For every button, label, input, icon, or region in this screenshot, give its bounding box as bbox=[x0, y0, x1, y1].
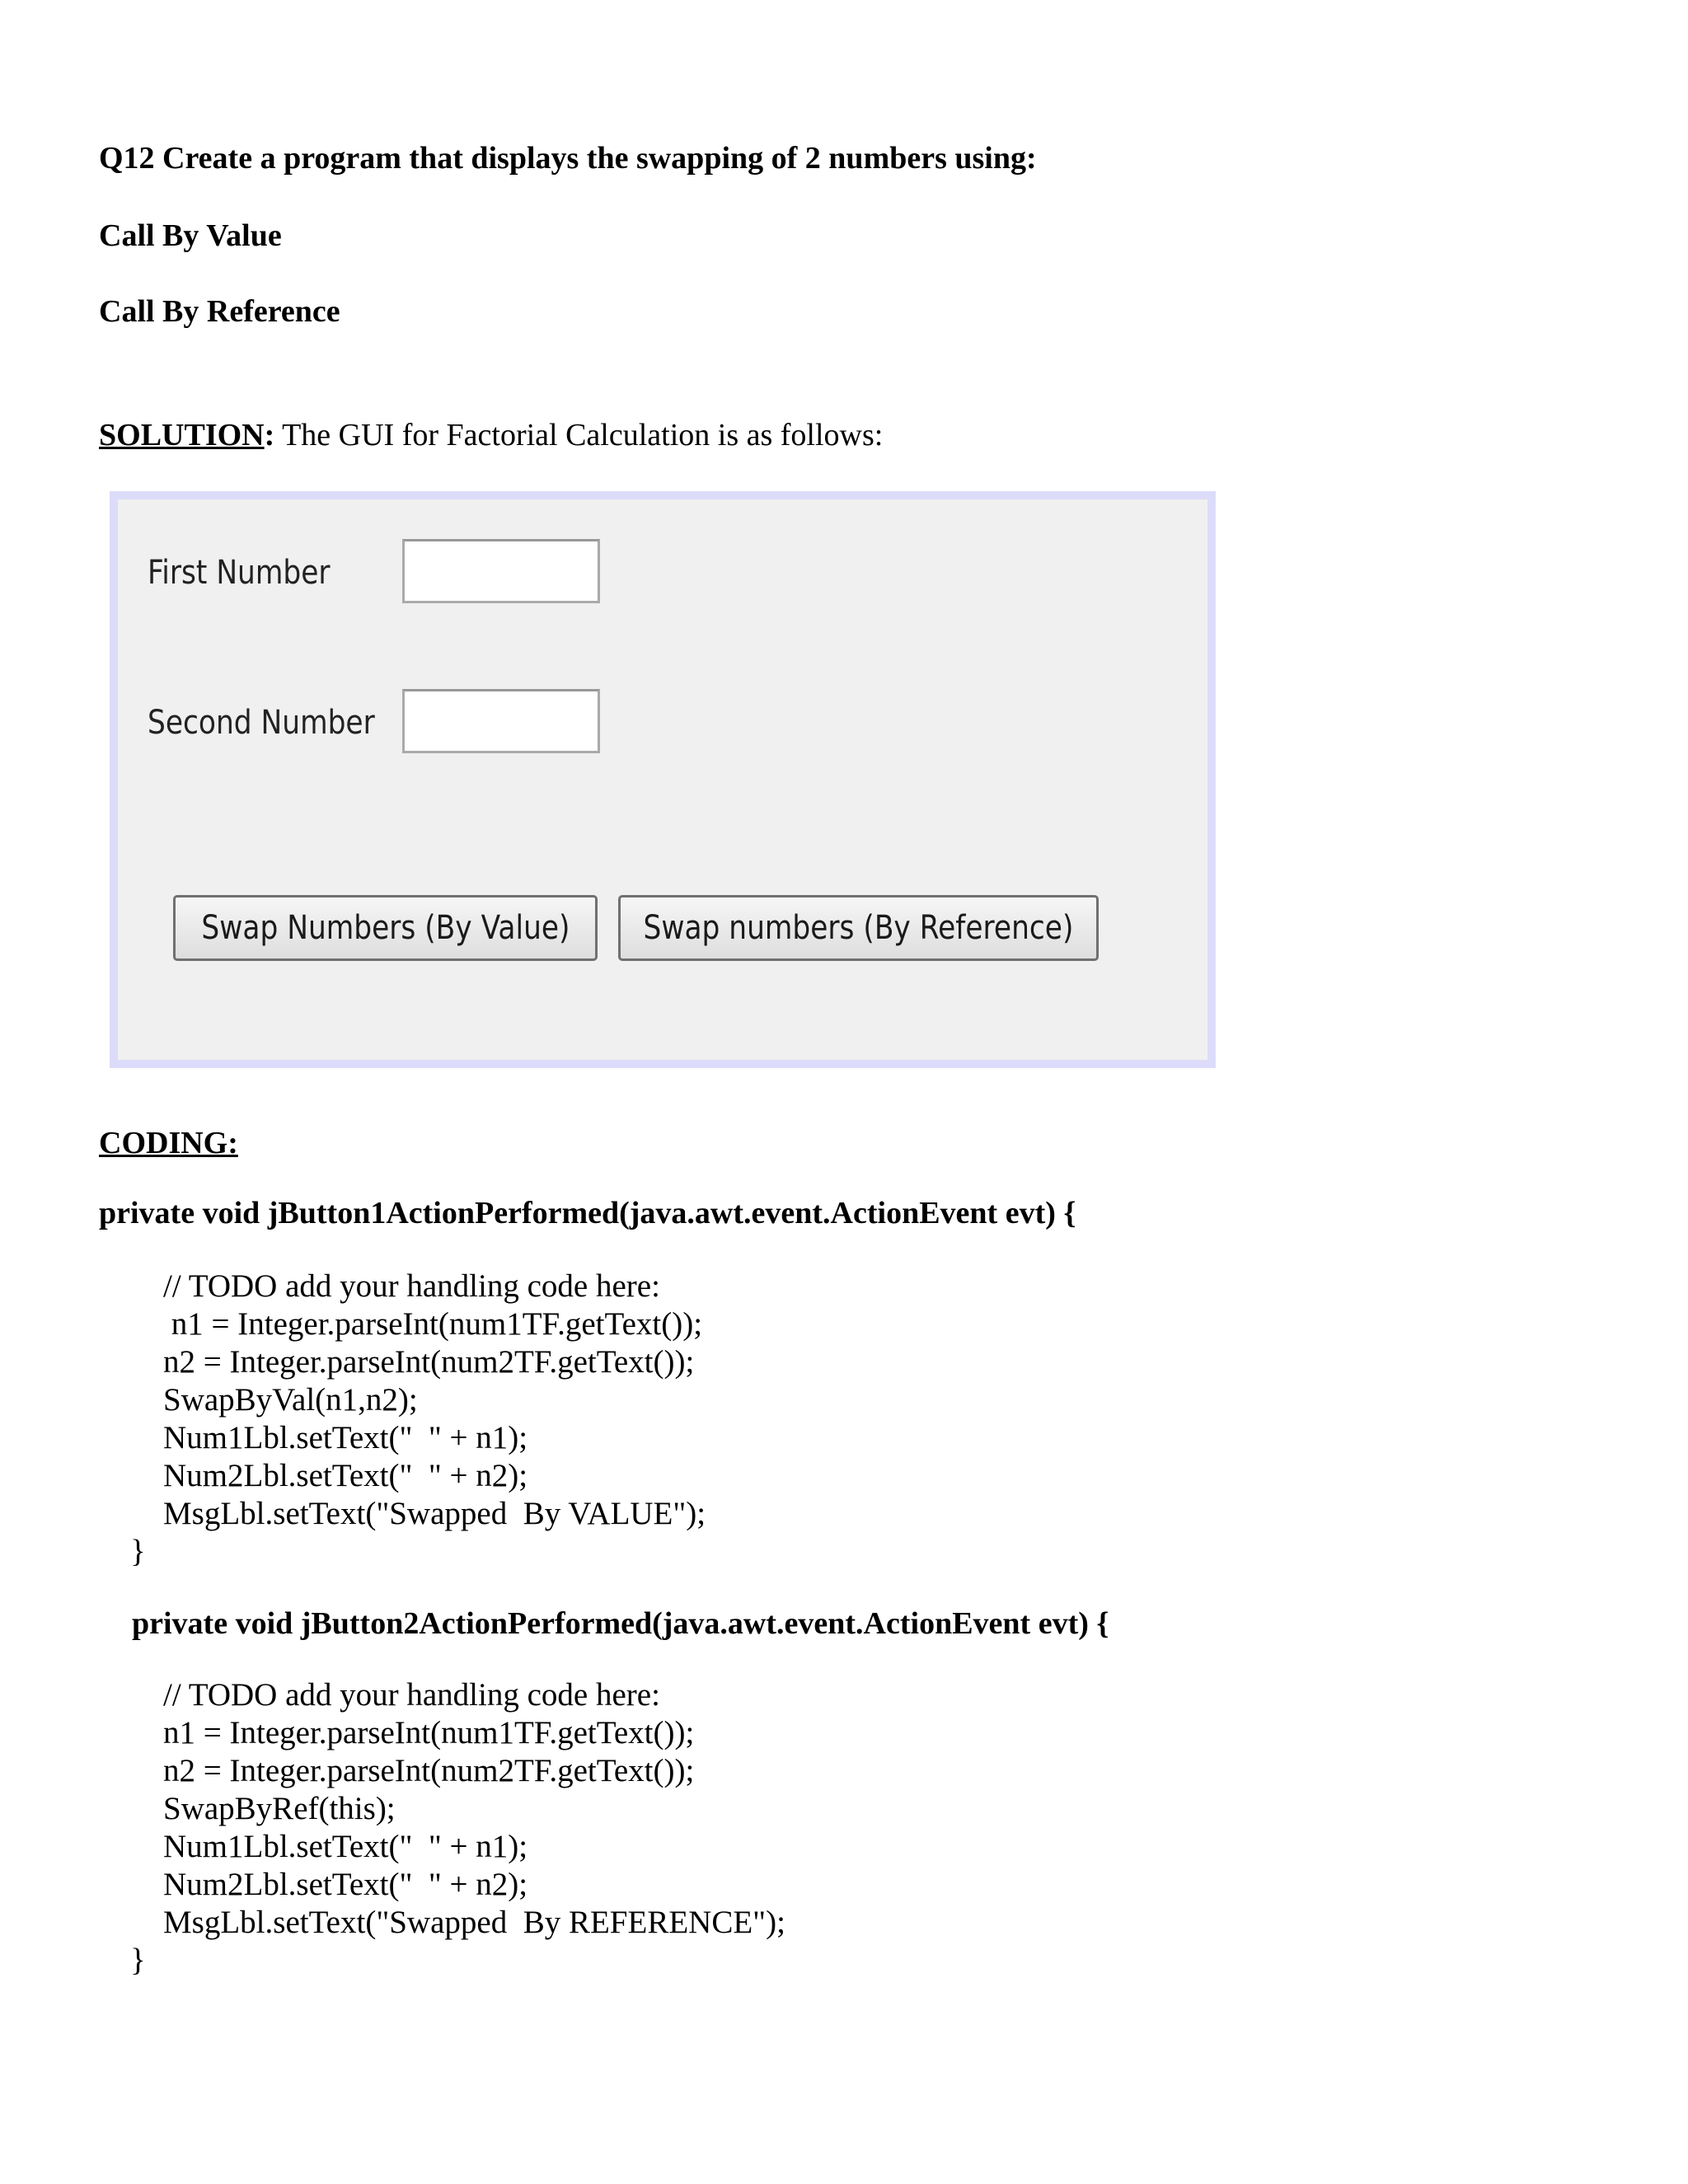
code-line: n1 = Integer.parseInt(num1TF.getText()); bbox=[163, 1306, 703, 1342]
method1-signature: private void jButton1ActionPerformed(java.awt.event.ActionEvent evt) { bbox=[99, 1196, 1076, 1230]
coding-heading: CODING: bbox=[99, 1126, 238, 1160]
code-line: MsgLbl.setText("Swapped By REFERENCE"); bbox=[163, 1905, 785, 1940]
swap-by-reference-button[interactable] bbox=[618, 895, 1099, 961]
gui-panel bbox=[118, 499, 1207, 1060]
second-number-field[interactable] bbox=[402, 689, 600, 753]
code-line: Num1Lbl.setText(" " + n1); bbox=[163, 1420, 528, 1455]
code-line: Num2Lbl.setText(" " + n2); bbox=[163, 1867, 528, 1902]
question-title: Q12 Create a program that displays the swapping of 2 numbers using: bbox=[99, 141, 1037, 176]
code-line: // TODO add your handling code here: bbox=[163, 1268, 660, 1304]
code-line: MsgLbl.setText("Swapped By VALUE"); bbox=[163, 1496, 706, 1531]
question-option-call-by-value: Call By Value bbox=[99, 218, 282, 253]
code-line: Num2Lbl.setText(" " + n2); bbox=[163, 1458, 528, 1493]
code-line: SwapByVal(n1,n2); bbox=[163, 1382, 418, 1418]
code-line: Num1Lbl.setText(" " + n1); bbox=[163, 1829, 528, 1864]
code-line: // TODO add your handling code here: bbox=[163, 1677, 660, 1713]
second-number-label: Second Number bbox=[148, 704, 375, 742]
solution-text: The GUI for Factorial Calculation is as follows: bbox=[274, 418, 884, 452]
code-line: SwapByRef(this); bbox=[163, 1791, 396, 1826]
solution-colon: : bbox=[264, 418, 275, 452]
first-number-label: First Number bbox=[148, 554, 331, 592]
swap-by-reference-label: Swap numbers (By Reference) bbox=[643, 909, 1074, 947]
code-line: n2 = Integer.parseInt(num2TF.getText()); bbox=[163, 1753, 695, 1788]
method2-signature: private void jButton2ActionPerformed(java.awt.event.ActionEvent evt) { bbox=[132, 1606, 1109, 1641]
swap-by-value-button[interactable] bbox=[173, 895, 598, 961]
swap-by-value-label: Swap Numbers (By Value) bbox=[200, 909, 570, 947]
solution-label: SOLUTION bbox=[99, 418, 265, 452]
gui-screenshot-frame bbox=[110, 491, 1216, 1068]
solution-line bbox=[99, 417, 883, 453]
question-option-call-by-reference: Call By Reference bbox=[99, 294, 340, 329]
code-line: n2 = Integer.parseInt(num2TF.getText()); bbox=[163, 1344, 695, 1380]
code-closing-brace: } bbox=[130, 1943, 146, 1978]
first-number-field[interactable] bbox=[402, 539, 600, 603]
code-closing-brace: } bbox=[130, 1534, 146, 1569]
code-line: n1 = Integer.parseInt(num1TF.getText()); bbox=[163, 1715, 695, 1750]
